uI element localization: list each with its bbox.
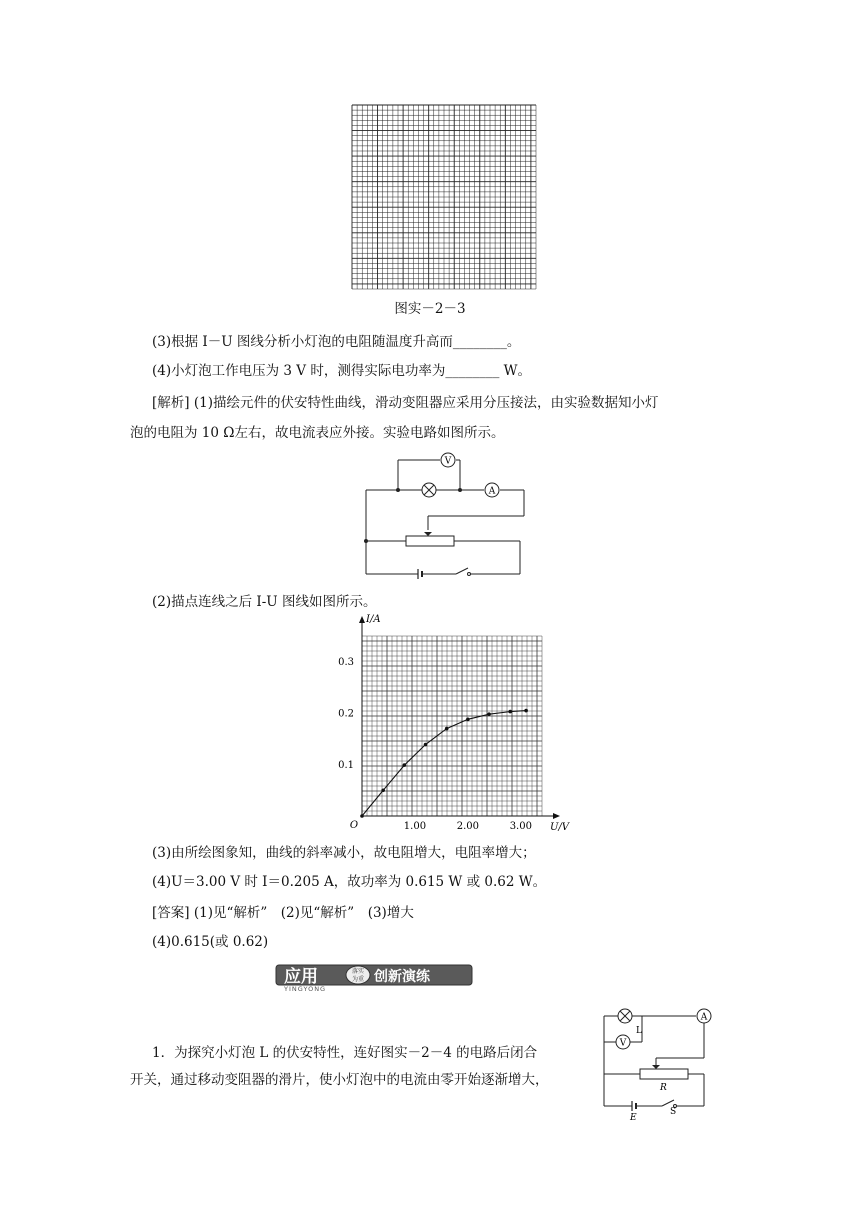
data-point — [524, 709, 528, 713]
x-axis-label: U/V — [550, 822, 570, 833]
lamp-label: L — [636, 1026, 642, 1036]
y-tick-label: 0.1 — [338, 760, 354, 772]
x-tick-label: 1.00 — [403, 821, 427, 832]
voltmeter2-label: V — [619, 1038, 627, 1049]
banner-small-top: 落实 — [351, 968, 365, 975]
x-axis-arrow-icon — [553, 813, 560, 819]
data-point — [445, 727, 449, 731]
rheostat-label: R — [660, 1083, 667, 1093]
slider-arrow-icon — [424, 532, 432, 536]
analysis-text: (1)描绘元件的伏安特性曲线，滑动变阻器应采用分压接法，由实验数据知小灯 — [193, 395, 659, 411]
data-point — [381, 788, 385, 792]
ammeter-icon — [485, 483, 499, 497]
question-3: (3)根据 I－U 图线分析小灯泡的电阻随温度升高而________。 — [152, 334, 521, 350]
question-4: (4)小灯泡工作电压为 3 V 时，测得实际电功率为________ W。 — [152, 363, 532, 379]
figure-caption: 图实－2－3 — [394, 301, 466, 317]
problem-1-line-2: 开关，通过移动变阻器的滑片，使小灯泡中的电流由零开始逐渐增大， — [130, 1072, 549, 1088]
voltmeter-icon — [441, 453, 455, 467]
data-point — [466, 718, 470, 722]
analysis-paragraph-3: (3)由所绘图象知，曲线的斜率减小，故电阻增大，电阻率增大； — [152, 845, 536, 861]
y-axis-arrow-icon — [359, 616, 365, 623]
analysis-paragraph-2: (2)描点连线之后 I-U 图线如图所示。 — [152, 594, 377, 610]
ammeter-label: A — [488, 486, 496, 497]
circuit-diagram-2 — [596, 1006, 712, 1122]
data-point — [424, 743, 428, 747]
banner-pinyin: YINGYONG — [284, 985, 327, 993]
banner-left-text: 应用 — [284, 967, 318, 987]
lamp-icon — [422, 483, 436, 497]
circuit-diagram-1 — [360, 448, 530, 580]
banner-right-text: 创新演练 — [374, 969, 430, 985]
voltmeter2-icon — [616, 1035, 630, 1049]
slider2-arrow-icon — [652, 1065, 660, 1069]
x-tick-label: 3.00 — [509, 821, 532, 832]
y-axis-label: I/A — [366, 614, 381, 625]
data-point — [360, 814, 364, 818]
analysis-label: [解析] — [152, 395, 190, 411]
problem-1-line-1: 1．为探究小灯泡 L 的伏安特性，连好图实－2－4 的电路后闭合 — [152, 1045, 538, 1061]
y-tick-label: 0.3 — [338, 657, 354, 669]
x-tick-label: 2.00 — [456, 821, 480, 832]
analysis-line-2: 泡的电阻为 10 Ω左右，故电流表应外接。实验电路如图所示。 — [130, 425, 505, 441]
y-tick-label: 0.2 — [338, 708, 354, 720]
analysis-line-1 — [152, 393, 658, 413]
ammeter2-icon — [697, 1009, 711, 1023]
answer-line-2: (4)0.615(或 0.62) — [152, 934, 269, 950]
answer-line-1 — [152, 903, 414, 923]
answer-text: (1)见“解析” (2)见“解析” (3)增大 — [193, 905, 414, 921]
battery-label: E — [630, 1113, 637, 1123]
data-point — [403, 763, 407, 767]
voltmeter-label: V — [444, 456, 452, 467]
ammeter2-label: A — [700, 1012, 708, 1023]
section-banner — [274, 962, 474, 992]
origin-label: O — [349, 820, 359, 831]
analysis-paragraph-4: (4)U＝3.00 V 时 I＝0.205 A，故功率为 0.615 W 或 0.62 W。 — [152, 874, 547, 890]
lamp2-icon — [618, 1009, 632, 1023]
iu-chart — [320, 614, 570, 840]
data-point — [508, 710, 512, 714]
blank-grid-figure — [352, 105, 536, 289]
switch-label: S — [670, 1107, 677, 1117]
data-point — [487, 712, 491, 716]
banner-small-bottom: 为重 — [351, 976, 365, 983]
answer-label: [答案] — [152, 905, 190, 921]
